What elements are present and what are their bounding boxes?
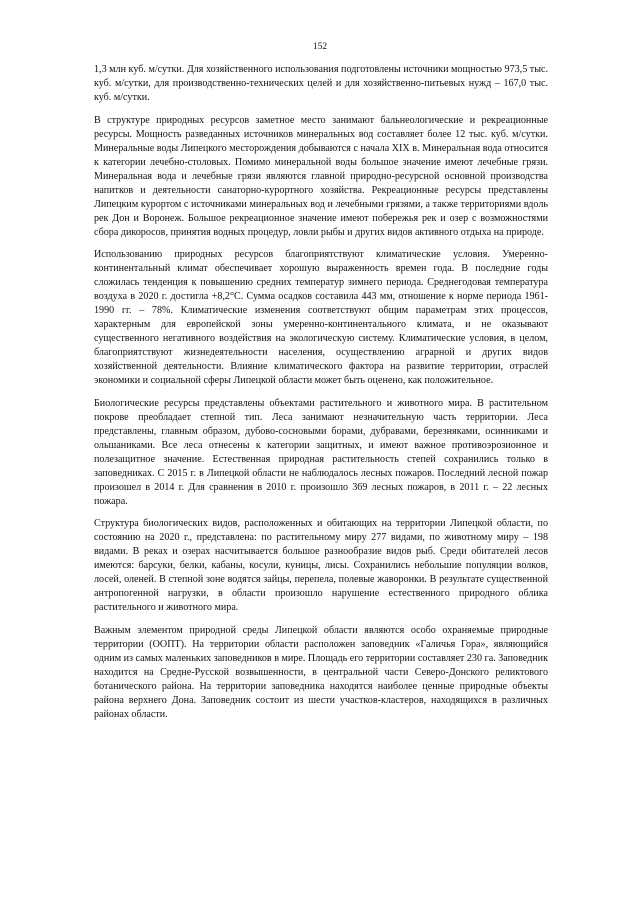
paragraph-water-supply: 1,3 млн куб. м/сутки. Для хозяйственного использования подготовлены источники мощностью 973,5 тыс. куб. м/сутки, для производственно-технических целей и для хозяйственно-питьевых нужд – 167,0 тыс. куб. м/сутки. xyxy=(94,64,548,103)
document-body xyxy=(94,63,548,730)
paragraph-climate: Использованию природных ресурсов благоприятствуют климатические условия. Умеренно-континентальный климат обеспечивает хорошую выраженность времен года. В последние годы сложилась тенденция к повышению средних температур зимнего периода. Среднегодовая температура воздуха в 2020 г. достигла +8,2°С. Сумма осадков составила 443 мм, отношение к норме периода 1961-1990 гг. – 78%. Климатические изменения соответствуют общим параметрам этих процессов, характерным для европейской зоны умеренно-континентального климата, и не оказывают существенного негативного воздействия на экологическую систему. Климатические условия, в целом, благоприятствуют жизнедеятельности населения, осуществлению аграрной и других видов хозяйственной деятельности. Влияние климатического фактора на развитие территории, отраслей экономики и социальной сферы Липецкой области может быть оценено, как положительное. xyxy=(94,249,548,386)
paragraph-recreational-resources: В структуре природных ресурсов заметное место занимают бальнеологические и рекреационные ресурсы. Мощность разведанных источников минеральных вод составляет более 12 тыс. куб. м/сутки. Минеральные воды Липецкого месторождения добываются с начала XIX в. Минеральная вода относится к категории лечебно-столовых. Помимо минеральной воды большое значение имеют лечебные грязи. Минеральная вода и лечебные грязи являются главной природно-ресурсной основной производства напитков и деятельности санаторно-курортного хозяйства. Рекреационные ресурсы представлены Липецким курортом с источниками минеральных вод и лечебными грязями, а также территориями вдоль рек Дон и Воронеж. Большое рекреационное значение имеют побережья рек и озер с возможностями сбора дикоросов, принятия водных процедур, ловли рыбы и других видов активного отдыха на природе. xyxy=(94,114,548,238)
paragraph-biological-resources: Биологические ресурсы представлены объектами растительного и животного мира. В растительном покрове преобладает степной тип. Леса занимают незначительную часть территории. Леса представлены, главным образом, дубово-сосновыми борами, дубравами, березняками, осинниками и ольшаниками. Все леса отнесены к категории защитных, и имеют важное противоэрозионное и полезащитное значение. Естественная природная растительность степей сохранились только в заповедниках. С 2015 г. в Липецкой области не наблюдалось лесных пожаров. Последний лесной пожар произошел в 2014 г. Для сравнения в 2010 г. произошло 369 лесных пожаров, в 2011 г. – 22 лесных пожара. xyxy=(94,397,548,507)
page-number: 152 xyxy=(312,42,328,52)
paragraph-protected-areas: Важным элементом природной среды Липецкой области являются особо охраняемые природные территории (ООПТ). На территории области расположен заповедник «Галичья Гора», являющийся одним из самых маленьких заповедников в мире. Площадь его территории составляет 230 га. Заповедник находится на Средне-Русской возвышенности, в центральной части Северо-Донского реликтового ботанического района. На территории заповедника находятся наиболее ценные природные объекты района верхнего Дона. Заповедник состоит из шести участков-кластеров, находящихся в различных районах области. xyxy=(94,624,548,720)
paragraph-species-structure: Структура биологических видов, расположенных и обитающих на территории Липецкой области, по состоянию на 2020 г., представлена: по растительному миру 277 видами, по животному миру – 198 видами. В реках и озерах насчитывается большое разнообразие видов рыб. Среди обитателей лесов имеются: барсуки, белки, кабаны, косули, куницы, лисы. Сохранились небольшие популяции волков, лосей, оленей. В степной зоне водятся зайцы, перепела, полевые жаворонки. В результате существенной антропогенной нагрузки, в области произошло нарушение естественного природного облика растительного и животного мира. xyxy=(94,518,548,613)
